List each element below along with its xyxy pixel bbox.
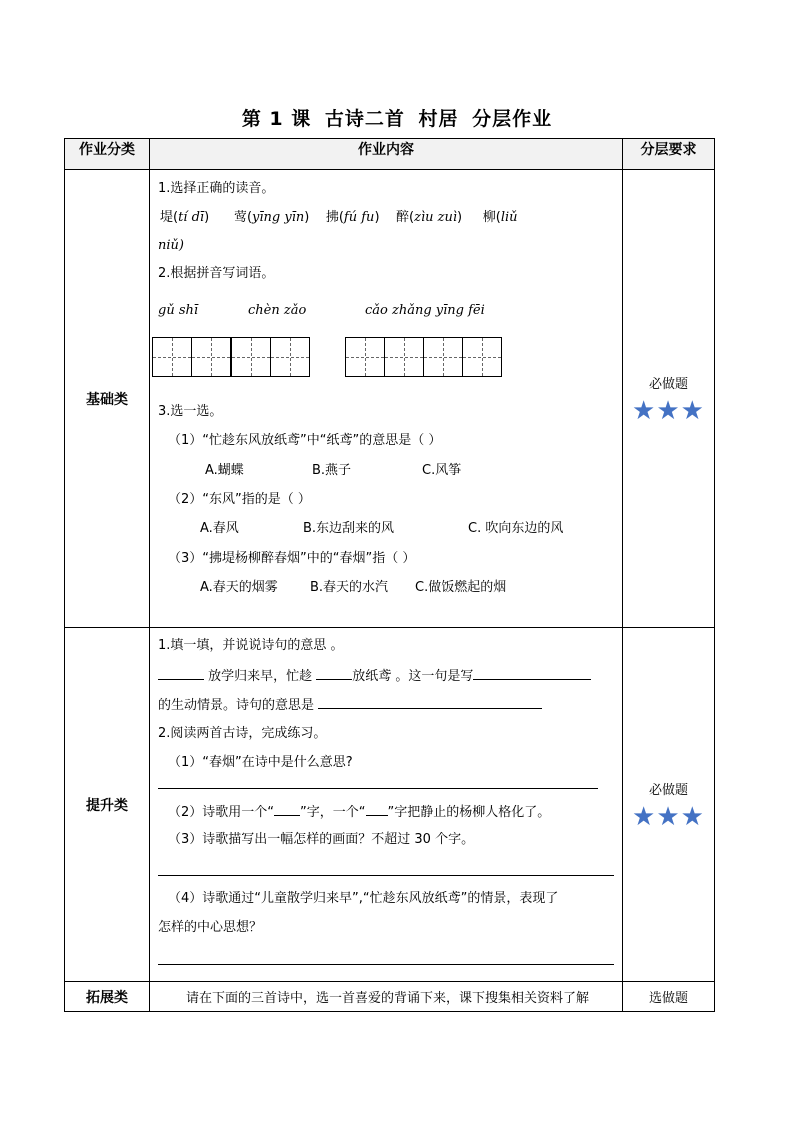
- header-requirement: 分层要求: [623, 139, 715, 170]
- basic-q1-title: 1.选择正确的读音。: [158, 181, 275, 196]
- answer-line[interactable]: [158, 875, 614, 876]
- blank[interactable]: [316, 666, 352, 680]
- advanced-content: [150, 628, 623, 982]
- pinyin-choice: 拂(fú fu): [325, 210, 380, 225]
- writing-box[interactable]: [345, 337, 385, 377]
- extension-content: 请在下面的三首诗中，选一首喜爱的背诵下来，课下搜集相关资料了解: [150, 982, 623, 1012]
- option-c: C.风筝: [422, 463, 462, 478]
- advanced-row: [65, 628, 715, 982]
- option-b: B.春天的水汽: [310, 580, 389, 595]
- requirement-label: 必做题: [648, 783, 688, 798]
- answer-line[interactable]: [318, 695, 542, 709]
- page-title: [0, 104, 794, 131]
- blank[interactable]: [158, 666, 204, 680]
- adv-q1-title: 1.填一填，并说说诗句的意思 。: [158, 638, 344, 653]
- advanced-requirement: [623, 628, 715, 982]
- extension-requirement: 选做题: [623, 982, 715, 1012]
- basic-q3-2: （2）“东风”指的是（ ）: [168, 492, 311, 507]
- writing-grid[interactable]: [345, 337, 502, 377]
- writing-grid[interactable]: [152, 337, 231, 377]
- writing-box[interactable]: [423, 337, 463, 377]
- pinyin-choice: 醉(zìu zuì): [396, 210, 463, 225]
- adv-q2-4a: （4）诗歌通过“儿童散学归来早”,“忙趁东风放纸鸢”的情景，表现了: [168, 891, 559, 906]
- option-a: A.蝴蝶: [205, 463, 244, 478]
- blank[interactable]: [274, 802, 300, 816]
- basic-q3-3: （3）“拂堤杨柳醉春烟”中的“春烟”指（ ）: [168, 551, 416, 566]
- adv-q2-3: （3）诗歌描写出一幅怎样的画面？不超过 30 个字。: [168, 832, 475, 847]
- pinyin-prompt: gǔ shī: [158, 303, 199, 318]
- homework-table: [64, 138, 715, 1012]
- basic-content: [150, 170, 623, 628]
- header-content: 作业内容: [150, 139, 623, 170]
- header-category: 作业分类: [65, 139, 150, 170]
- adv-q1-meaning: 的生动情景。诗句的意思是: [158, 695, 542, 715]
- basic-q1-wrap: niǔ): [158, 238, 184, 253]
- title-lesson: 第 1 课: [241, 108, 312, 130]
- writing-box[interactable]: [384, 337, 424, 377]
- adv-q2-4b: 怎样的中心思想？: [158, 920, 263, 935]
- writing-grid[interactable]: [231, 337, 310, 377]
- blank[interactable]: [473, 666, 591, 680]
- pinyin-choice: 柳(liǔ: [482, 210, 518, 225]
- basic-row: [65, 170, 715, 628]
- extension-row: [65, 982, 715, 1012]
- title-poem: 村居: [418, 108, 459, 130]
- answer-line[interactable]: [158, 788, 598, 789]
- basic-requirement: [623, 170, 715, 628]
- answer-line[interactable]: [158, 964, 614, 965]
- blank[interactable]: [366, 802, 388, 816]
- writing-box[interactable]: [191, 337, 231, 377]
- option-b: B.燕子: [312, 463, 352, 478]
- title-type: 分层作业: [472, 108, 553, 130]
- adv-q1-fill: 放学归来早，忙趁 放纸鸢 。这一句是写: [158, 666, 591, 686]
- basic-q3-title: 3.选一选。: [158, 404, 223, 419]
- header-row: [65, 139, 715, 170]
- option-a: A.春风: [200, 521, 239, 536]
- writing-box[interactable]: [462, 337, 502, 377]
- basic-category: 基础类: [65, 170, 150, 628]
- adv-q2-1: （1）“春烟”在诗中是什么意思?: [168, 755, 353, 770]
- adv-q2-title: 2.阅读两首古诗，完成练习。: [158, 726, 327, 741]
- writing-box[interactable]: [231, 337, 271, 377]
- writing-box[interactable]: [270, 337, 310, 377]
- option-a: A.春天的烟雾: [200, 580, 278, 595]
- option-c: C.做饭燃起的烟: [415, 580, 507, 595]
- pinyin-choice: 莺(yīng yīn): [233, 210, 310, 225]
- basic-q1-items: [160, 209, 518, 227]
- basic-q2-title: 2.根据拼音写词语。: [158, 266, 275, 281]
- title-poems: 古诗二首: [324, 108, 405, 130]
- advanced-category: 提升类: [65, 628, 150, 982]
- star-rating-icon: ★★★: [632, 396, 705, 426]
- option-b: B.东边刮来的风: [303, 521, 395, 536]
- pinyin-prompt: cǎo zhǎng yīng fēi: [365, 303, 485, 318]
- option-c: C. 吹向东边的风: [468, 521, 564, 536]
- pinyin-choice: 堤(tí dī): [160, 210, 210, 225]
- basic-q3-1: （1）“忙趁东风放纸鸢”中“纸鸢”的意思是（ ）: [168, 433, 442, 448]
- star-rating-icon: ★★★: [632, 802, 705, 832]
- requirement-label: 必做题: [648, 377, 688, 392]
- extension-category: 拓展类: [65, 982, 150, 1012]
- writing-box[interactable]: [152, 337, 192, 377]
- adv-q2-2: （2）诗歌用一个“ ”字，一个“ ”字把静止的杨柳人格化了。: [168, 802, 550, 822]
- pinyin-prompt: chèn zǎo: [248, 303, 307, 318]
